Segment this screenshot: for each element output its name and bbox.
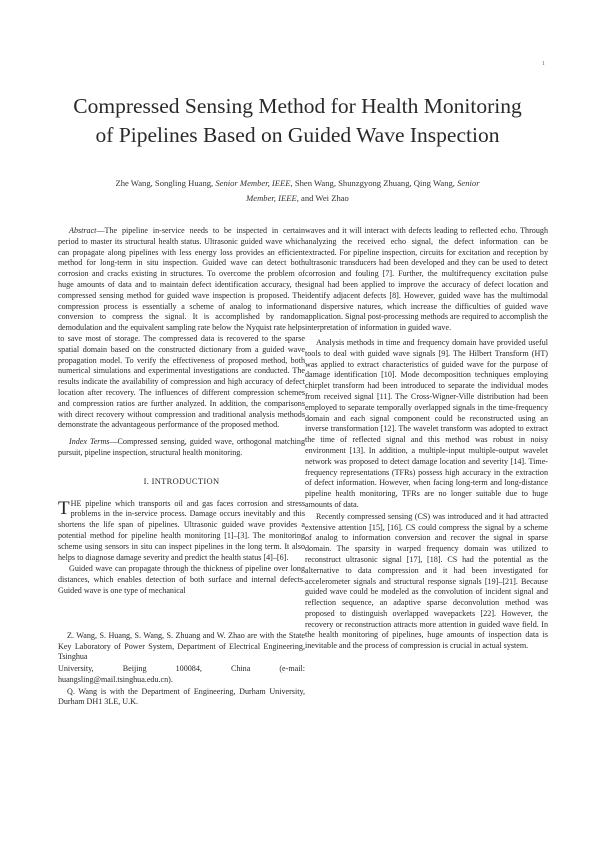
intro-paragraph-2: Guided wave can propagate through the thickness of pipeline over long distances, which enables detection of both surface and internal defects. Guided wave is one type of mechanical xyxy=(58,564,305,595)
right-paragraph-3: Recently compressed sensing (CS) was introduced and it had attracted extensive attention [15], [16]. CS could compress the signal by a scheme of analog to information conversion and recover the signal in sparse domain. The sparsity in warped frequency domain was utilized to reconstruct ultrasonic signal [17], [18]. CS had the potential as the alternative to data compression and it had been investigated for accelerometer signals and structural response signals [19]–[21]. Because guided wave could be modeled as the convolution of incident signal and reflection sequence, an adaptive sparse deconvolution method was proposed to distinguish overlapped wavepackets [22]. However, the recovery or reconstruction attracts more attention in guided wave field. In the health monitoring of pipelines, huge amounts of inspection data is inevitable and the process of compression is crucial in actual system. xyxy=(305,511,548,651)
author-names-2: Shen Wang, Shunzgyong Zhuang, Qing Wang, xyxy=(292,178,458,188)
footnote-word-email: (e-mail: xyxy=(279,664,305,674)
right-column xyxy=(305,226,548,653)
footnote-word-beijing: Beijing xyxy=(122,664,147,674)
author-role-2a: Senior xyxy=(457,178,480,188)
abstract-text: —The pipeline in-service needs to be inspected in certain period to master its structural health status. Ultrasonic guided wave which can propagate along pipelines with less energy loss provides an efficient method for long-term in situ inspection. Guided wave can detect both corrosion and cracks existing in structures. To overcome the problem of huge amounts of data and to maintain defect identification accuracy, the compressed sensing method for guided wave inspection is proposed. The compression process is essentially a scheme of analog to information conversion to compress the signal. It is accomplished by random demodulation and the equivalent sampling rate below the Nyquist rate helps to save most of storage. The compressed data is recovered to the sparse spatial domain based on the constructed dictionary from a guided wave propagation model. To verify the effectiveness of proposed method, both numerical simulations and experimental investigations are conducted. The results indicate the availability of compression and high accuracy of defect location after recovery. The influences of different compression schemes and compression ratios are further analyzed. In addition, the comparisons with direct recovery without compression and traditional analysis methods demonstrate the advantageous performance of the proposed method. xyxy=(58,226,305,430)
right-paragraph-1: waves and it will interact with defects leading to reflected echo. Through analyzing the received echo signal, the defect information can be extracted. For pipeline inspection, circuits for excitation and reception by ultrasonic transducers had been developed and they can be used to detect corrosion and fouling [7]. Further, the multifrequency excitation pulse signal had been applied to improve the accuracy of defect location and identify adjacent defects [8]. However, guided wave has the multimodal and dispersive natures, which increase the difficulties of guided wave application. Signal post-processing methods are required to accomplish the interpretation of information in guided wave. xyxy=(305,226,548,333)
page-number: 1 xyxy=(542,61,545,67)
title-line-1: Compressed Sensing Method for Health Monitoring xyxy=(73,94,522,118)
left-column xyxy=(58,226,305,709)
footnote-word-postcode: 100084, xyxy=(175,664,202,674)
author-names-3: and Wei Zhao xyxy=(298,193,349,203)
footnote-paragraph-1: Z. Wang, S. Huang, S. Wang, S. Zhuang and W. Zhao are with the State Key Laboratory of Power System, Department of Electrical Engineering, Tsinghua xyxy=(58,630,305,662)
intro-paragraph-1-text: HE pipeline which transports oil and gas faces corrosion and stress problems in the in-service process. Damage occurs inevitably and this shortens the life span of pipelines. Ultrasonic guided wave provides a potential method for pipeline health monitoring [1]–[3]. The monitoring scheme using sensors in situ can inspect pipelines in the long term. It also helps to diagnose damage severity and predict the health status [4]–[6]. xyxy=(58,498,305,562)
right-paragraph-2: Analysis methods in time and frequency domain have provided useful tools to deal with guided wave signals [9]. The Hilbert Transform (HT) was applied to extract characteristics of guided wave for the purpose of damage identification [10]. Mode decomposition techniques employing chirplet transform had been introduced to separate the individual modes from received signal [11]. The Cross-Wigner-Ville distribution had been employed to separate temporally overlapped signals in the time-frequency domain and each signal component could be reconstructed using an inverse transformation [12]. The wavelet transform was adopted to extract the time of reflected signal and this method was robust in noisy environment [13]. In addition, a multiple-input multiple-output wavelet network was proposed to detect damage location and severity [14]. Time-frequency representations (TFRs) possess high accuracy in the extraction of defect information. However, when facing long-term and long-distance pipeline health monitoring, TFRs are no longer suitable due to huge amounts of data. xyxy=(305,337,548,509)
footnote-word-china: China xyxy=(230,664,251,674)
author-role-2b: Member, IEEE, xyxy=(246,193,299,203)
footnote-email: huangsling@mail.tsinghua.edu.cn). xyxy=(58,674,173,684)
section-heading-introduction: I. INTRODUCTION xyxy=(143,475,220,486)
title-line-2: of Pipelines Based on Guided Wave Inspection xyxy=(95,123,500,147)
index-terms-text: —Compressed sensing, guided wave, orthogonal matching pursuit, pipeline inspection, structural health monitoring. xyxy=(58,437,305,457)
author-affiliation-footnote xyxy=(58,631,305,709)
abstract-label: Abstract xyxy=(69,226,97,235)
intro-paragraph-1 xyxy=(58,499,305,564)
abstract-paragraph xyxy=(58,226,305,431)
drop-cap: T xyxy=(58,497,70,519)
author-role-1: Senior Member, IEEE, xyxy=(215,178,293,188)
footnote-spaced-row xyxy=(58,664,305,675)
paper-title xyxy=(40,92,555,150)
author-list xyxy=(70,176,525,206)
index-terms-paragraph xyxy=(58,437,305,459)
footnote-paragraph-2: Q. Wang is with the Department of Engineering, Durham University, Durham DH1 3LE, U.K. xyxy=(58,686,305,707)
footnote-word-university: University, xyxy=(58,664,94,674)
author-names-1: Zhe Wang, Songling Huang, xyxy=(115,178,216,188)
index-terms-label: Index Terms xyxy=(69,437,110,447)
